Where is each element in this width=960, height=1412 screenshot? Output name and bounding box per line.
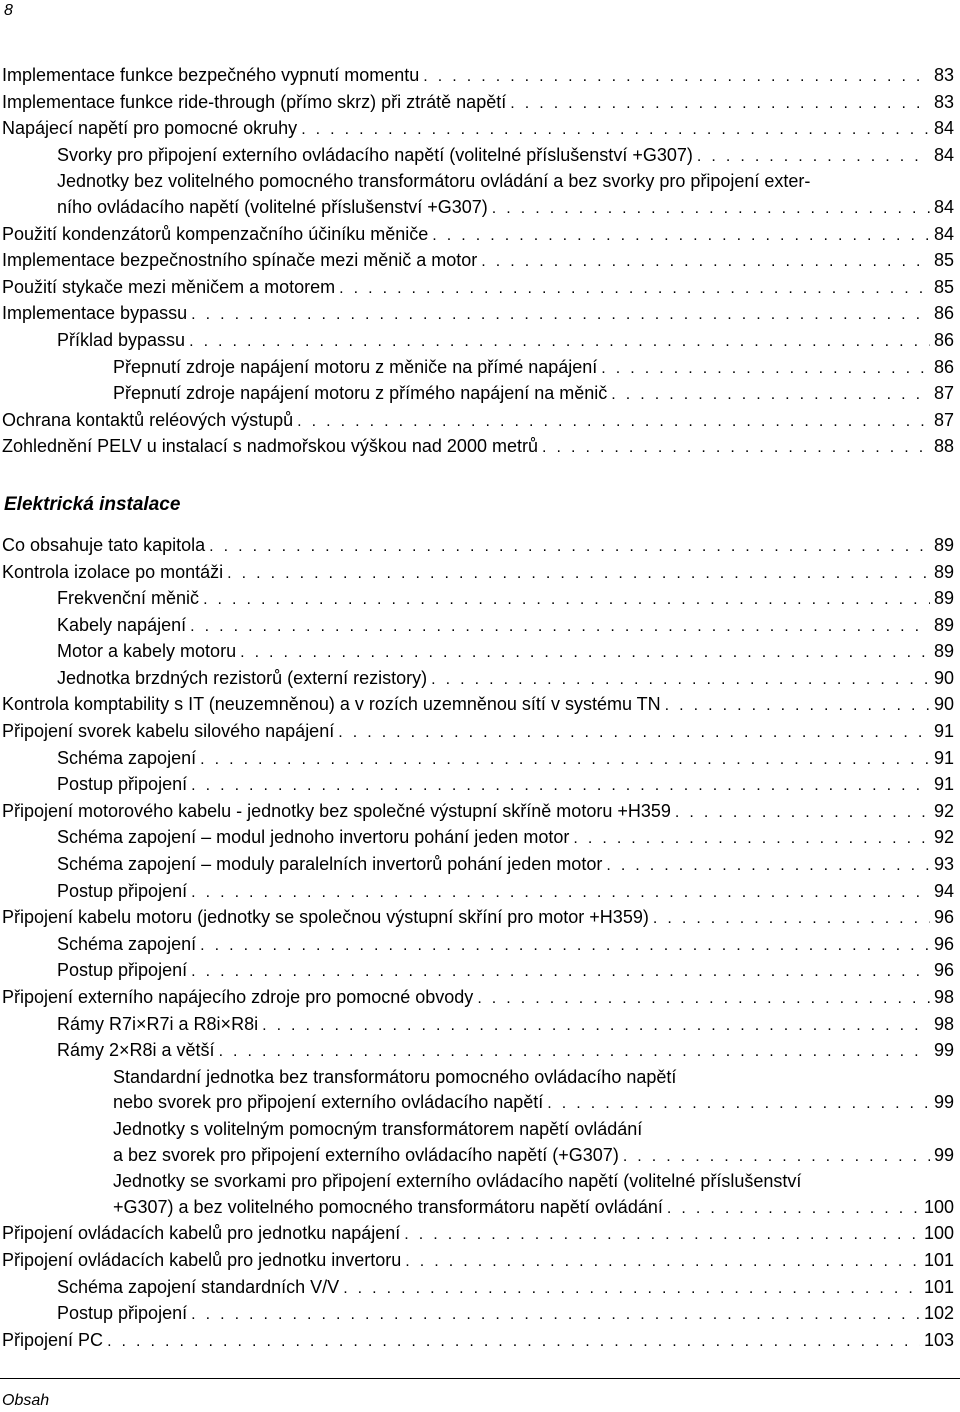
toc-entry[interactable] — [2, 1143, 954, 1170]
toc-entry-title: Rámy 2×R8i a větší — [57, 1040, 215, 1061]
page-number: 8 — [4, 2, 13, 19]
toc-entry-text-line: Standardní jednotka bez transformátoru pomocného ovládacího napětí — [113, 1066, 677, 1087]
toc-dot-leader — [405, 1249, 920, 1275]
toc-entry-title: Schéma zapojení – modul jednoho invertoru pohání jeden motor — [57, 827, 570, 848]
toc-entry-page: 87 — [933, 409, 954, 430]
toc-entry[interactable] — [2, 328, 954, 355]
toc-entry-title: Připojení ovládacích kabelů pro jednotku invertoru — [2, 1249, 402, 1270]
toc-entry-title: Schéma zapojení — [57, 747, 197, 768]
toc-entry-text-line: Jednotky s volitelným pomocným transformátorem napětí ovládání — [113, 1118, 643, 1139]
toc-entry-title: Postup připojení — [57, 1303, 188, 1324]
toc-entry-page: 86 — [933, 303, 954, 324]
toc-entry-title: Připojení svorek kabelu silového napájení — [2, 721, 335, 742]
toc-entry-title: Ochrana kontaktů reléových výstupů — [2, 409, 294, 430]
toc-dot-leader — [404, 1222, 920, 1248]
toc-entry[interactable] — [2, 275, 954, 302]
footer-divider — [0, 1378, 960, 1379]
toc-entry-title: Napájecí napětí pro pomocné okruhy — [2, 118, 298, 139]
toc-entry-page: 96 — [933, 907, 954, 928]
toc-entry-page: 90 — [933, 667, 954, 688]
toc-entry-page: 84 — [933, 196, 954, 217]
toc-dot-leader — [423, 64, 930, 90]
toc-entry-page: 103 — [923, 1329, 954, 1350]
toc-entry-title: Svorky pro připojení externího ovládacího napětí (volitelné příslušenství +G307) — [57, 144, 693, 165]
toc-dot-leader — [338, 720, 930, 746]
toc-dot-leader — [191, 302, 930, 328]
toc-entry-title: Připojení motorového kabelu - jednotky bez společné výstupní skříně motoru +H359 — [2, 800, 671, 821]
footer-label: Obsah — [2, 1392, 50, 1409]
toc-entry[interactable] — [2, 1221, 954, 1248]
toc-entry-title: Postup připojení — [57, 774, 188, 795]
toc-entry[interactable] — [2, 799, 954, 826]
toc-entry[interactable] — [2, 879, 954, 906]
toc-entry-title: Kontrola komptability s IT (neuzemněnou) a v rozích uzemněnou sítí v systému TN — [2, 694, 661, 715]
toc-entry[interactable] — [2, 1090, 954, 1117]
section-heading: Elektrická instalace — [4, 493, 181, 515]
toc-dot-leader — [665, 693, 930, 719]
toc-entry-title: Připojení kabelu motoru (jednotky se společnou výstupní skříní pro motor +H359) — [2, 907, 649, 928]
toc-entry-page: 98 — [933, 1013, 954, 1034]
toc-entry[interactable] — [2, 1195, 954, 1222]
toc-entry-page: 96 — [933, 960, 954, 981]
toc-entry[interactable] — [2, 1275, 954, 1302]
toc-entry[interactable] — [2, 746, 954, 773]
toc-entry[interactable] — [2, 932, 954, 959]
toc-entry[interactable] — [2, 1301, 954, 1328]
toc-dot-leader — [623, 1144, 930, 1170]
toc-dot-leader — [297, 409, 930, 435]
toc-entry-title: +G307) a bez volitelného pomocného transformátoru napětí ovládání — [113, 1196, 663, 1217]
toc-entry-title: Co obsahuje tato kapitola — [2, 534, 206, 555]
toc-entry-title: Frekvenční měnič — [57, 588, 200, 609]
table-of-contents — [2, 63, 954, 1354]
toc-entry-page: 92 — [933, 800, 954, 821]
toc-dot-leader — [191, 880, 930, 906]
toc-dot-leader — [510, 91, 930, 117]
toc-entry[interactable] — [2, 1038, 954, 1065]
toc-dot-leader — [667, 1196, 920, 1222]
toc-entry[interactable] — [2, 825, 954, 852]
toc-entry[interactable] — [2, 719, 954, 746]
toc-entry-title: Kontrola izolace po montáži — [2, 561, 224, 582]
toc-entry-page: 89 — [933, 534, 954, 555]
toc-entry-title: Schéma zapojení standardních V/V — [57, 1276, 340, 1297]
toc-dot-leader — [432, 223, 930, 249]
toc-entry-page: 83 — [933, 65, 954, 85]
toc-entry-page: 92 — [933, 827, 954, 848]
toc-dot-leader — [301, 117, 930, 143]
toc-entry[interactable] — [2, 248, 954, 275]
toc-entry-page: 85 — [933, 250, 954, 271]
toc-dot-leader — [209, 534, 930, 560]
toc-entry-title: Jednotka brzdných rezistorů (externí rezistory) — [57, 667, 428, 688]
toc-dot-leader — [200, 747, 930, 773]
toc-entry-page: 88 — [933, 436, 954, 457]
toc-dot-leader — [262, 1013, 930, 1039]
toc-entry-page: 99 — [933, 1040, 954, 1061]
toc-entry[interactable] — [2, 586, 954, 613]
toc-entry-title: Implementace funkce ride-through (přímo skrz) při ztrátě napětí — [2, 91, 507, 112]
toc-entry-page: 85 — [933, 276, 954, 297]
toc-dot-leader — [191, 1302, 920, 1328]
toc-entry-page: 94 — [933, 880, 954, 901]
toc-entry-title: a bez svorek pro připojení externího ovládacího napětí (+G307) — [113, 1144, 619, 1165]
toc-entry-page: 91 — [933, 721, 954, 742]
toc-entry[interactable] — [2, 116, 954, 143]
toc-dot-leader — [190, 614, 930, 640]
toc-entry-page: 99 — [933, 1092, 954, 1113]
toc-entry-title: Použití stykače mezi měničem a motorem — [2, 276, 336, 297]
toc-entry-title: Připojení ovládacích kabelů pro jednotku napájení — [2, 1223, 401, 1244]
toc-entry[interactable] — [2, 692, 954, 719]
toc-entry[interactable] — [2, 1248, 954, 1275]
toc-entry[interactable] — [2, 1012, 954, 1039]
toc-entry-title: Motor a kabely motoru — [57, 641, 237, 662]
toc-entry[interactable] — [2, 639, 954, 666]
toc-entry[interactable] — [2, 408, 954, 435]
toc-entry-title: Připojení PC — [2, 1329, 104, 1350]
toc-entry-page: 101 — [923, 1249, 954, 1270]
toc-entry-title: nebo svorek pro připojení externího ovládacího napětí — [113, 1092, 544, 1113]
toc-entry-page: 100 — [923, 1223, 954, 1244]
toc-entry-page: 89 — [933, 641, 954, 662]
toc-entry-title: Příklad bypassu — [57, 329, 186, 350]
toc-entry-title: Implementace bypassu — [2, 303, 188, 324]
toc-dot-leader — [200, 933, 930, 959]
toc-dot-leader — [542, 435, 930, 461]
toc-entry-page: 98 — [933, 987, 954, 1007]
toc-entry-page: 93 — [933, 854, 954, 875]
toc-entry-title: Přepnutí zdroje napájení motoru z přímého napájení na měnič — [113, 383, 608, 404]
toc-entry-title: Přepnutí zdroje napájení motoru z měniče na přímé napájení — [113, 356, 598, 377]
toc-entry[interactable] — [2, 143, 954, 170]
toc-dot-leader — [675, 800, 930, 826]
toc-entry-page: 89 — [933, 614, 954, 635]
toc-entry-title: Použití kondenzátorů kompenzačního účiníku měniče — [2, 223, 429, 244]
toc-entry[interactable] — [2, 301, 954, 328]
toc-dot-leader — [339, 276, 930, 302]
toc-entry-page: 89 — [933, 588, 954, 609]
toc-entry-page: 102 — [923, 1303, 954, 1324]
toc-entry-title: Implementace bezpečnostního spínače mezi měnič a motor — [2, 250, 478, 271]
toc-entry-page: 84 — [933, 223, 954, 244]
toc-dot-leader — [343, 1276, 920, 1302]
toc-entry-page: 87 — [933, 383, 954, 404]
toc-dot-leader — [481, 249, 930, 275]
toc-entry-title: ního ovládacího napětí (volitelné příslušenství +G307) — [57, 196, 488, 217]
toc-entry-text-line: Jednotky bez volitelného pomocného transformátoru ovládání a bez svorky pro připojení exter- — [57, 171, 811, 192]
toc-entry[interactable] — [2, 958, 954, 985]
toc-entry-page: 86 — [933, 356, 954, 377]
toc-entry[interactable] — [2, 63, 954, 90]
toc-entry-title: Kabely napájení — [57, 614, 187, 635]
toc-entry[interactable] — [2, 355, 954, 382]
toc-dot-leader — [191, 773, 930, 799]
toc-entry-page: 91 — [933, 747, 954, 768]
toc-entry-title: Připojení externího napájecího zdroje pro pomocné obvody — [2, 987, 474, 1007]
toc-entry-page: 89 — [933, 561, 954, 582]
toc-dot-leader — [227, 561, 930, 587]
toc-entry-page: 90 — [933, 694, 954, 715]
toc-entry-page: 100 — [923, 1196, 954, 1217]
toc-dot-leader — [477, 986, 930, 1012]
toc-entry[interactable] — [2, 1328, 954, 1355]
toc-entry[interactable] — [2, 195, 954, 222]
toc-dot-leader — [611, 382, 930, 408]
toc-dot-leader — [240, 640, 930, 666]
toc-entry[interactable] — [2, 560, 954, 587]
toc-entry-page: 83 — [933, 91, 954, 112]
toc-entry[interactable] — [2, 222, 954, 249]
toc-entry[interactable] — [2, 613, 954, 640]
toc-entry-page: 99 — [933, 1144, 954, 1165]
toc-dot-leader — [601, 356, 930, 382]
toc-dot-leader — [189, 329, 930, 355]
toc-entry-title: Zohlednění PELV u instalací s nadmořskou výškou nad 2000 metrů — [2, 436, 538, 457]
toc-dot-leader — [107, 1329, 920, 1355]
toc-entry-page: 96 — [933, 933, 954, 954]
toc-entry[interactable] — [2, 852, 954, 879]
toc-dot-leader — [606, 853, 930, 879]
toc-entry-title: Postup připojení — [57, 880, 188, 901]
toc-dot-leader — [203, 587, 930, 613]
toc-dot-leader — [431, 667, 930, 693]
toc-dot-leader — [191, 959, 930, 985]
toc-entry[interactable] — [2, 772, 954, 799]
toc-section-list — [2, 533, 954, 1354]
toc-entry-page: 91 — [933, 774, 954, 795]
toc-entry-title: Schéma zapojení — [57, 933, 197, 954]
toc-dot-leader — [653, 906, 930, 932]
toc-entry-page: 101 — [923, 1276, 954, 1297]
toc-entry-page: 84 — [933, 144, 954, 165]
toc-entry[interactable] — [2, 434, 954, 461]
toc-entry-title: Postup připojení — [57, 960, 188, 981]
toc-top-list — [2, 63, 954, 461]
toc-dot-leader — [219, 1039, 930, 1065]
toc-entry[interactable] — [2, 90, 954, 117]
toc-entry[interactable] — [2, 985, 954, 1012]
toc-entry-title: Implementace funkce bezpečného vypnutí momentu — [2, 65, 420, 85]
toc-entry-text-line: Jednotky se svorkami pro připojení externího ovládacího napětí (volitelné příslušenství — [113, 1171, 802, 1192]
toc-entry[interactable] — [2, 533, 954, 560]
toc-entry-page: 84 — [933, 118, 954, 139]
toc-entry-page: 86 — [933, 329, 954, 350]
toc-dot-leader — [573, 826, 930, 852]
toc-dot-leader — [697, 144, 930, 170]
toc-dot-leader — [492, 196, 930, 222]
toc-entry-title: Schéma zapojení – moduly paralelních invertorů pohání jeden motor — [57, 854, 603, 875]
toc-entry-title: Rámy R7i×R7i a R8i×R8i — [57, 1013, 259, 1034]
toc-entry[interactable] — [2, 666, 954, 693]
toc-entry[interactable] — [2, 905, 954, 932]
toc-dot-leader — [547, 1091, 930, 1117]
toc-entry[interactable] — [2, 381, 954, 408]
